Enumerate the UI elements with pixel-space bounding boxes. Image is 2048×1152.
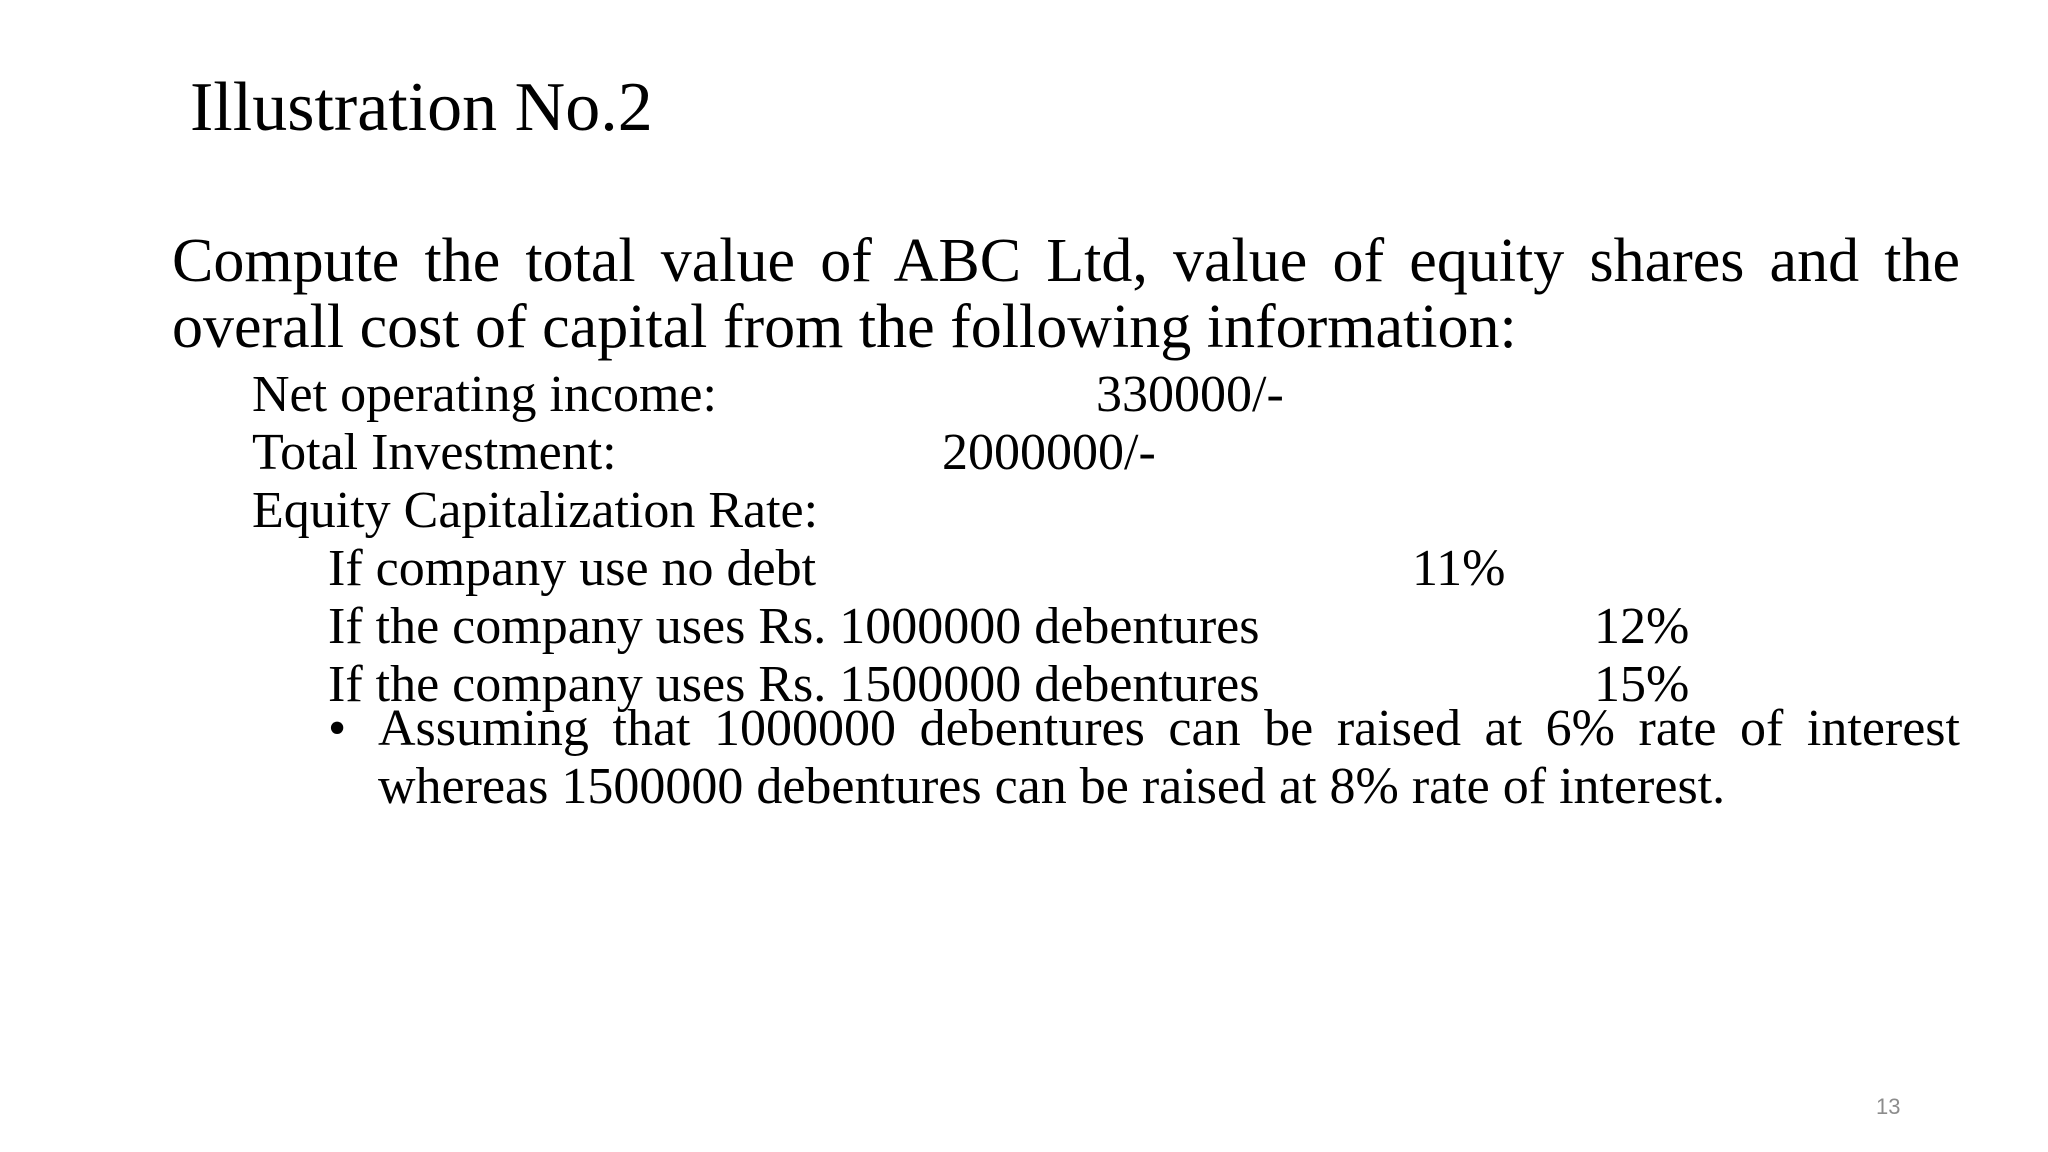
net-operating-income-value: 330000/- (1096, 366, 1284, 423)
page-number: 13 (1876, 1094, 1901, 1119)
rate-1500000-label: If the company uses Rs. 1500000 debentures (328, 656, 1260, 713)
bullet-text: Assuming that 1000000 debentures can be raised at 6% rate of interest whereas 1500000 debentures can be raised at 8% rate of interest. (378, 700, 1960, 815)
total-investment-value: 2000000/- (942, 424, 1156, 481)
rate-no-debt-value: 11% (1412, 540, 1506, 597)
net-operating-income-label: Net operating income: (252, 366, 717, 423)
rate-1000000-label: If the company uses Rs. 1000000 debentures (328, 598, 1260, 655)
intro-paragraph: Compute the total value of ABC Ltd, value of equity shares and the overall cost of capital from the following information: (172, 227, 1960, 361)
rate-1500000-value: 15% (1594, 656, 1690, 713)
equity-rate-heading: Equity Capitalization Rate: (252, 482, 819, 539)
total-investment-label: Total Investment: (252, 424, 617, 481)
rate-no-debt-label: If company use no debt (328, 540, 817, 597)
slide-title: Illustration No.2 (190, 69, 653, 146)
rate-1000000-value: 12% (1594, 598, 1690, 655)
bullet-item (328, 700, 1960, 816)
bullet-icon: • (328, 700, 347, 757)
